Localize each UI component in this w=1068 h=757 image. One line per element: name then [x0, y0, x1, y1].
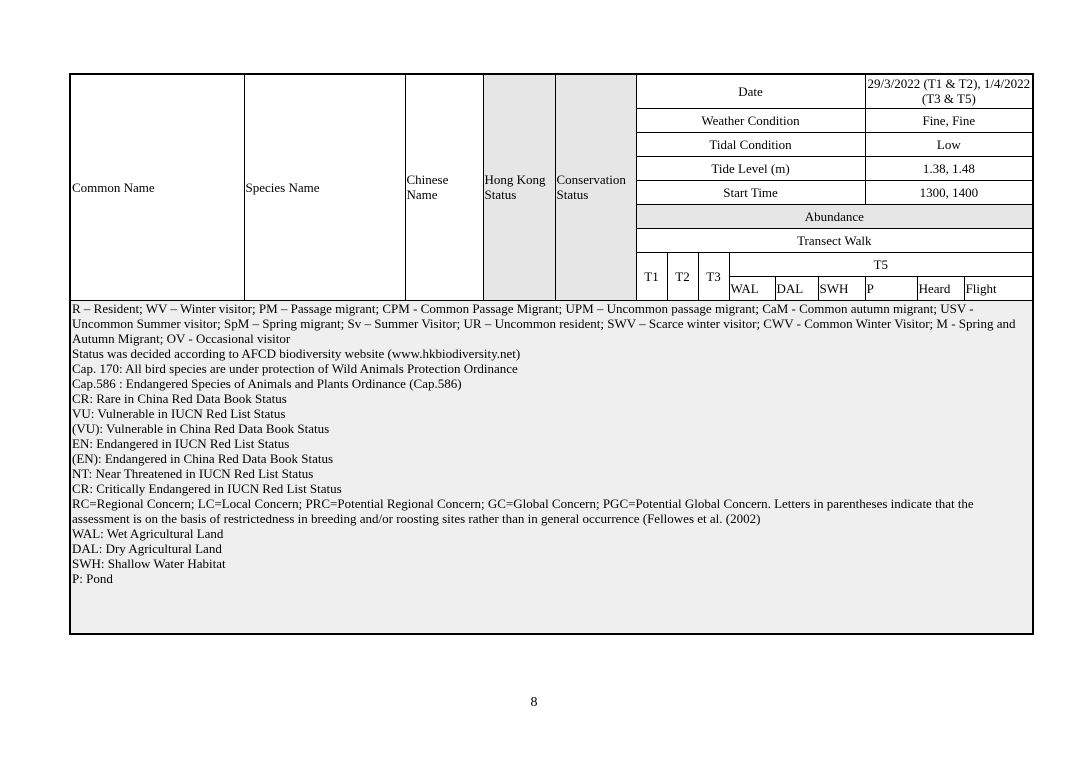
- chinese-name-header: Chinese Name: [405, 74, 483, 300]
- notes-line: R – Resident; WV – Winter visitor; PM – Passage migrant; CPM - Common Passage Migrant; UPM – Uncommon passage migrant; CaM - Common autumn migrant; USV - Uncommon Summer visitor; SpM – Spring migrant; Sv – Summer Visitor; UR – Uncommon resident; SWV – Scarce winter visitor; CWV - Common Winter Visitor; M - Spring and Autumn Migrant; OV - Occasional visitor: [72, 300, 1016, 346]
- notes-line: CR: Critically Endangered in IUCN Red List Status: [72, 480, 342, 496]
- date-value: 29/3/2022 (T1 & T2), 1/4/2022 (T3 & T5): [865, 74, 1033, 108]
- notes-line: CR: Rare in China Red Data Book Status: [72, 390, 287, 406]
- conservation-status-header: Conservation Status: [555, 74, 636, 300]
- page-number: 8: [530, 695, 538, 710]
- notes-line: SWH: Shallow Water Habitat: [72, 555, 226, 571]
- notes-line: (VU): Vulnerable in China Red Data Book Status: [72, 420, 330, 436]
- wal-header: WAL: [729, 276, 775, 300]
- tidal-label: Tidal Condition: [636, 132, 865, 156]
- start-time-value: 1300, 1400: [865, 180, 1033, 204]
- notes-line: EN: Endangered in IUCN Red List Status: [72, 435, 290, 451]
- notes-line: VU: Vulnerable in IUCN Red List Status: [72, 405, 286, 421]
- notes-line: (EN): Endangered in China Red Data Book Status: [72, 450, 334, 466]
- notes-line: WAL: Wet Agricultural Land: [72, 525, 224, 541]
- t2-header: T2: [667, 252, 698, 300]
- notes-line: Status was decided according to AFCD biodiversity website (www.hkbiodiversity.net): [72, 345, 521, 361]
- common-name-header: Common Name: [70, 74, 244, 300]
- start-time-label: Start Time: [636, 180, 865, 204]
- notes-line: Cap.586 : Endangered Species of Animals and Plants Ordinance (Cap.586): [72, 375, 462, 391]
- notes-line: DAL: Dry Agricultural Land: [72, 540, 222, 556]
- date-label: Date: [636, 74, 865, 108]
- weather-value: Fine, Fine: [865, 108, 1033, 132]
- species-name-header: Species Name: [244, 74, 405, 300]
- heard-header: Heard: [917, 276, 964, 300]
- notes-line: RC=Regional Concern; LC=Local Concern; PRC=Potential Regional Concern; GC=Global Concern; PGC=Potential Global Concern. Letters in parentheses indicate that the assessment is on the basis of restrictedness in breeding and/or roosting sites rather than in general occurrence (Fellowes et al. (2002): [72, 495, 974, 526]
- notes-line: Cap. 170: All bird species are under protection of Wild Animals Protection Ordinance: [72, 360, 518, 376]
- legend-notes: [70, 300, 1033, 634]
- tide-level-label: Tide Level (m): [636, 156, 865, 180]
- t5-header: T5: [729, 252, 1033, 276]
- notes-row: [70, 300, 1033, 634]
- p-header: P: [865, 276, 917, 300]
- hk-status-header: Hong Kong Status: [483, 74, 555, 300]
- dal-header: DAL: [775, 276, 818, 300]
- species-survey-table: [69, 73, 1034, 635]
- t3-header: T3: [698, 252, 729, 300]
- notes-line: NT: Near Threatened in IUCN Red List Status: [72, 465, 314, 481]
- tide-level-value: 1.38, 1.48: [865, 156, 1033, 180]
- tidal-value: Low: [865, 132, 1033, 156]
- swh-header: SWH: [818, 276, 865, 300]
- flight-header: Flight: [964, 276, 1033, 300]
- date-row: [70, 74, 1033, 108]
- weather-label: Weather Condition: [636, 108, 865, 132]
- t1-header: T1: [636, 252, 667, 300]
- abundance-header: Abundance: [636, 204, 1033, 228]
- notes-line: P: Pond: [72, 570, 113, 586]
- transect-walk-header: Transect Walk: [636, 228, 1033, 252]
